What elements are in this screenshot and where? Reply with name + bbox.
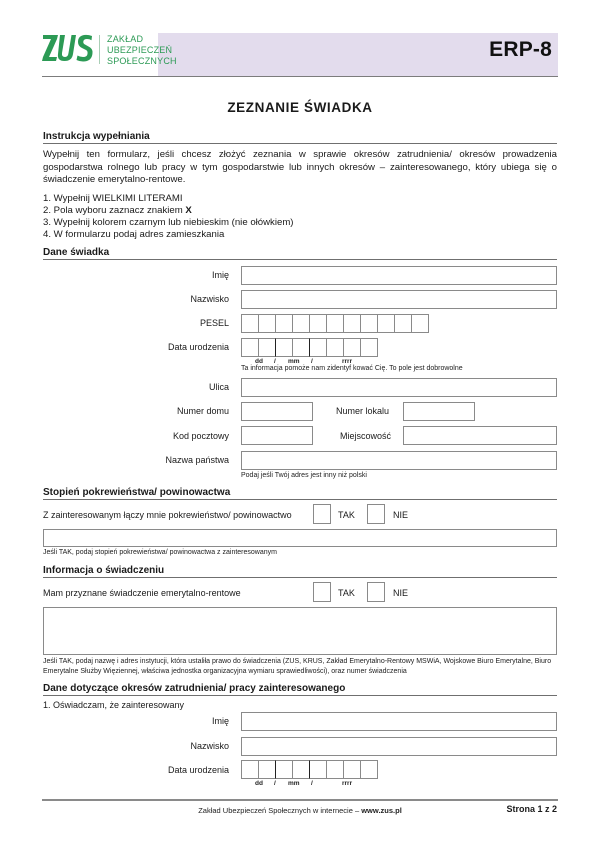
birth-date-note: Ta informacja pomoże nam zidentyf kować Cię. To pole jest dobrowolne — [241, 365, 463, 372]
section-heading-employment: Dane dotyczące okresów zatrudnienia/ pracy zainteresowanego — [43, 683, 557, 696]
last-name-label: Nazwisko — [190, 294, 229, 304]
pesel-cell[interactable] — [343, 314, 361, 333]
country-label: Nazwa państwa — [165, 455, 229, 465]
date-cell-month[interactable] — [275, 338, 293, 357]
street-label: Ulica — [208, 382, 229, 392]
zus-logo-icon — [42, 33, 94, 68]
benefit-question: Mam przyznane świadczenie emerytalno-rentowe — [43, 588, 241, 598]
logo-text — [107, 34, 177, 67]
witness-city-input[interactable] — [403, 426, 557, 445]
instruction-item: 4. W formularzu podaj adres zamieszkania — [43, 229, 225, 240]
footer-divider — [42, 799, 558, 801]
pesel-cell[interactable] — [309, 314, 327, 333]
applicant-first-name-input[interactable] — [241, 712, 557, 731]
instruction-item: 2. Pola wyboru zaznacz znakiem X — [43, 205, 192, 216]
kinship-yes-label: TAK — [338, 510, 355, 520]
benefit-no-label: NIE — [393, 588, 409, 598]
date-cell-month[interactable] — [292, 338, 310, 357]
header-divider — [42, 76, 558, 77]
benefit-note: Jeśli TAK, podaj nazwę i adres instytucji, która ustaliła prawo do świadczenia (ZUS, KRUS, Zakład Emerytalno-Rentowy MSWiA, Wojskowe Biuro Emerytalne, Biuro Emerytalne Służby Więziennej, właściwa jednostka organizacyjna wymiaru sprawiedliwości), oraz numer świadczenia — [43, 658, 552, 675]
witness-first-name-input[interactable] — [241, 266, 557, 285]
logo-line-3: SPOŁECZNYCH — [107, 56, 177, 66]
house-number-label: Numer domu — [176, 406, 229, 416]
date-cell-month[interactable] — [275, 760, 293, 779]
date-cell-year[interactable] — [343, 760, 361, 779]
instructions-list — [43, 193, 294, 241]
instruction-item: 1. Wypełnij WIELKIMI LITERAMI — [43, 193, 183, 204]
kinship-question: Z zainteresowanym łączy mnie pokrewieństwo/ powinowactwo — [43, 510, 292, 520]
applicant-birth-date-input[interactable] — [241, 760, 378, 779]
pesel-cell[interactable] — [275, 314, 293, 333]
benefit-yes-label: TAK — [338, 588, 355, 598]
witness-last-name-input[interactable] — [241, 290, 557, 309]
date-cell-day[interactable] — [258, 338, 276, 357]
instruction-item: 3. Wypełnij kolorem czarnym lub niebieskim (nie ołówkiem) — [43, 217, 294, 228]
city-label: Miejscowość — [340, 431, 392, 441]
witness-flat-number-input[interactable] — [403, 402, 475, 421]
kinship-degree-input[interactable] — [43, 529, 557, 547]
benefit-yes-checkbox[interactable] — [313, 582, 331, 602]
benefit-institution-textarea[interactable] — [43, 607, 557, 655]
applicant-last-name-label: Nazwisko — [190, 741, 229, 751]
witness-birth-date-input[interactable] — [241, 338, 378, 357]
pesel-cell[interactable] — [292, 314, 310, 333]
pesel-cell[interactable] — [360, 314, 378, 333]
date-cell-year[interactable] — [309, 760, 327, 779]
page-number: Strona 1 z 2 — [506, 804, 557, 814]
kinship-no-checkbox[interactable] — [367, 504, 385, 524]
document-title: ZEZNANIE ŚWIADKA — [227, 100, 373, 115]
section-heading-kinship: Stopień pokrewieństwa/ powinowactwa — [43, 487, 557, 500]
pesel-cell[interactable] — [377, 314, 395, 333]
applicant-first-name-label: Imię — [211, 716, 229, 726]
postal-code-label: Kod pocztowy — [172, 431, 229, 441]
flat-number-label: Numer lokalu — [336, 406, 390, 416]
logo-divider — [99, 35, 100, 64]
witness-pesel-input[interactable] — [241, 314, 429, 333]
logo-line-1: ZAKŁAD — [107, 34, 144, 44]
date-cell-day[interactable] — [258, 760, 276, 779]
instructions-paragraph: Wypełnij ten formularz, jeśli chcesz złożyć zeznania w sprawie okresów zatrudnienia/ okresów prowadzenia gospodarstwa rolnego lub pracy w tym gospodarstwie lub innych okresów – zainteresowanego, który ubiega się o świadczenie emerytalno-rentowe. — [43, 149, 557, 185]
date-cell-year[interactable] — [326, 760, 344, 779]
witness-house-number-input[interactable] — [241, 402, 313, 421]
employment-item-1: 1. Oświadczam, że zainteresowany — [43, 700, 185, 710]
date-cell-year[interactable] — [309, 338, 327, 357]
kinship-no-label: NIE — [393, 510, 409, 520]
date-cell-month[interactable] — [292, 760, 310, 779]
applicant-birth-date-label: Data urodzenia — [167, 765, 229, 775]
date-cell-year[interactable] — [326, 338, 344, 357]
section-heading-benefit: Informacja o świadczeniu — [43, 565, 557, 578]
pesel-label: PESEL — [199, 318, 229, 328]
form-code: ERP-8 — [489, 38, 552, 61]
zus-website-link[interactable]: www.zus.pl — [361, 806, 402, 815]
date-cell-year[interactable] — [360, 760, 378, 779]
section-heading-witness: Dane świadka — [43, 247, 557, 260]
date-cell-year[interactable] — [360, 338, 378, 357]
witness-postal-code-input[interactable] — [241, 426, 313, 445]
date-cell-year[interactable] — [343, 338, 361, 357]
pesel-cell[interactable] — [326, 314, 344, 333]
applicant-last-name-input[interactable] — [241, 737, 557, 756]
footer-text: Zakład Ubezpieczeń Społecznych w internecie – www.zus.pl — [198, 806, 402, 815]
birth-date-label: Data urodzenia — [167, 342, 229, 352]
date-cell-day[interactable] — [241, 760, 259, 779]
first-name-label: Imię — [211, 270, 229, 280]
pesel-cell[interactable] — [258, 314, 276, 333]
pesel-cell[interactable] — [411, 314, 429, 333]
pesel-cell[interactable] — [394, 314, 412, 333]
date-cell-day[interactable] — [241, 338, 259, 357]
country-note: Podaj jeśli Twój adres jest inny niż polski — [241, 472, 367, 479]
pesel-cell[interactable] — [241, 314, 259, 333]
witness-country-input[interactable] — [241, 451, 557, 470]
section-heading-instructions: Instrukcja wypełniania — [43, 131, 557, 144]
kinship-yes-checkbox[interactable] — [313, 504, 331, 524]
logo-line-2: UBEZPIECZEŃ — [107, 45, 173, 55]
kinship-note: Jeśli TAK, podaj stopień pokrewieństwa/ powinowactwa z zainteresowanym — [43, 549, 277, 556]
benefit-no-checkbox[interactable] — [367, 582, 385, 602]
witness-street-input[interactable] — [241, 378, 557, 397]
